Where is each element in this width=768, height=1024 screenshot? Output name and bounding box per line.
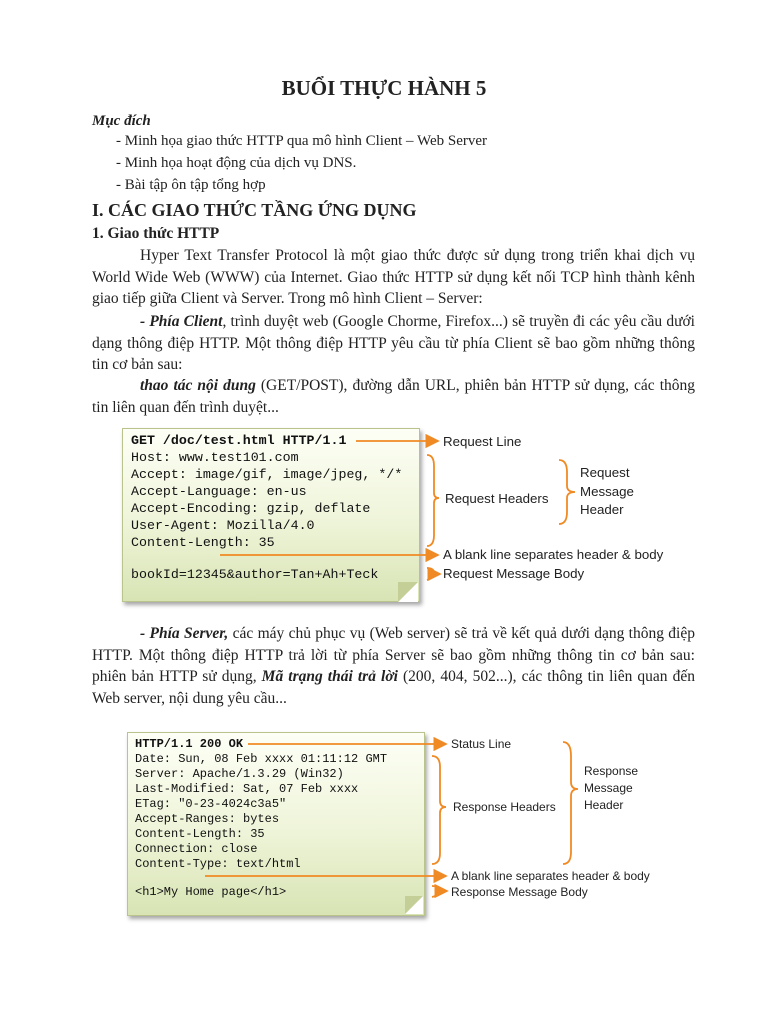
request-group-label: Header bbox=[580, 502, 624, 517]
client-detail-text: (GET/POST), đường dẫn URL, phiên bản HTTP sử dụng, các thông tin liên quan đến trình duyệt... bbox=[92, 377, 695, 416]
server-text: (200, 404, 502...), các thông tin liên quan đến Web server, nội dung yêu cầu... bbox=[92, 668, 695, 707]
page-title: BUỔI THỰC HÀNH 5 bbox=[281, 76, 487, 100]
response-header-line: Content-Length: 35 bbox=[135, 827, 265, 841]
request-header-line: Accept: image/gif, image/jpeg, */* bbox=[131, 467, 403, 482]
response-body-text: <h1>My Home page</h1> bbox=[135, 885, 287, 899]
server-label: - Phía Server, bbox=[140, 625, 229, 642]
response-headers-brace bbox=[432, 756, 446, 864]
response-header-line: Date: Sun, 08 Feb xxxx 01:11:12 GMT bbox=[135, 752, 388, 766]
response-group-label: Message bbox=[584, 781, 633, 795]
request-headers-label: Request Headers bbox=[445, 491, 549, 506]
purpose-item: - Minh họa hoạt động của dịch vụ DNS. bbox=[116, 155, 357, 171]
response-header-line: Last-Modified: Sat, 07 Feb xxxx bbox=[135, 782, 359, 796]
intro-paragraph: Hyper Text Transfer Protocol là một giao thức được sử dụng trong triển khai dịch vụ World Wide Web (WWW) của Internet. Giao thức HTTP sử dụng kết nối TCP hình thành kênh giao tiếp giữa Client và Server. Trong mô hình Client – Server: bbox=[92, 247, 695, 307]
client-label: - Phía Client bbox=[140, 313, 223, 330]
request-group-label: Request bbox=[580, 465, 630, 480]
status-line-text: HTTP/1.1 200 OK bbox=[135, 737, 244, 751]
subsection-heading: 1. Giao thức HTTP bbox=[92, 225, 220, 242]
purpose-item: - Bài tập ôn tập tổng hợp bbox=[116, 177, 266, 193]
client-detail-label: thao tác nội dung bbox=[140, 377, 256, 394]
response-group-brace bbox=[563, 742, 578, 864]
response-header-line: Server: Apache/1.3.29 (Win32) bbox=[135, 767, 344, 781]
section-heading: I. CÁC GIAO THỨC TẦNG ỨNG DỤNG bbox=[92, 200, 417, 220]
purpose-item: - Minh họa giao thức HTTP qua mô hình Client – Web Server bbox=[116, 133, 488, 149]
response-header-line: Accept-Ranges: bytes bbox=[135, 812, 280, 826]
request-header-line: Content-Length: 35 bbox=[131, 535, 275, 550]
request-blank-label: A blank line separates header & body bbox=[443, 547, 664, 562]
request-header-line: Accept-Encoding: gzip, deflate bbox=[131, 501, 371, 516]
purpose-heading: Mục đích bbox=[92, 113, 151, 129]
request-group-label: Message bbox=[580, 484, 634, 499]
request-body-label: Request Message Body bbox=[443, 566, 585, 581]
client-text: , trình duyệt web (Google Chorme, Firefox...) sẽ truyền đi các yêu cầu dưới dạng thông điệp HTTP. Một thông điệp HTTP yêu cầu từ phía Client sẽ bao gồm những thông tin cơ bản sau: bbox=[92, 313, 695, 373]
response-blank-label: A blank line separates header & body bbox=[451, 869, 650, 883]
request-header-line: Host: www.test101.com bbox=[131, 450, 299, 465]
request-line-text: GET /doc/test.html HTTP/1.1 bbox=[131, 433, 347, 448]
request-line-label: Request Line bbox=[443, 434, 522, 449]
status-line-label: Status Line bbox=[451, 737, 512, 751]
request-header-line: Accept-Language: en-us bbox=[131, 484, 307, 499]
request-body-text: bookId=12345&author=Tan+Ah+Teck bbox=[131, 567, 379, 582]
request-header-line: User-Agent: Mozilla/4.0 bbox=[131, 518, 315, 533]
response-body-brace bbox=[432, 886, 440, 897]
response-group-label: Header bbox=[584, 798, 624, 812]
response-header-line: Connection: close bbox=[135, 842, 258, 856]
server-status-label: Mã trạng thái trả lời bbox=[261, 668, 398, 685]
response-headers-label: Response Headers bbox=[453, 800, 556, 814]
response-group-label: Response bbox=[584, 764, 639, 778]
response-header-line: Content-Type: text/html bbox=[135, 857, 301, 871]
server-text: các máy chủ phục vụ (Web server) sẽ trả về kết quả dưới dạng thông điệp HTTP. Một thông điệp HTTP trả lời từ phía Server sẽ bao gồm những thông tin cơ bản sau: phiên bản HTTP sử dụng, bbox=[92, 625, 695, 685]
response-header-line: ETag: "0-23-4024c3a5" bbox=[135, 797, 287, 811]
response-body-label: Response Message Body bbox=[451, 885, 588, 899]
